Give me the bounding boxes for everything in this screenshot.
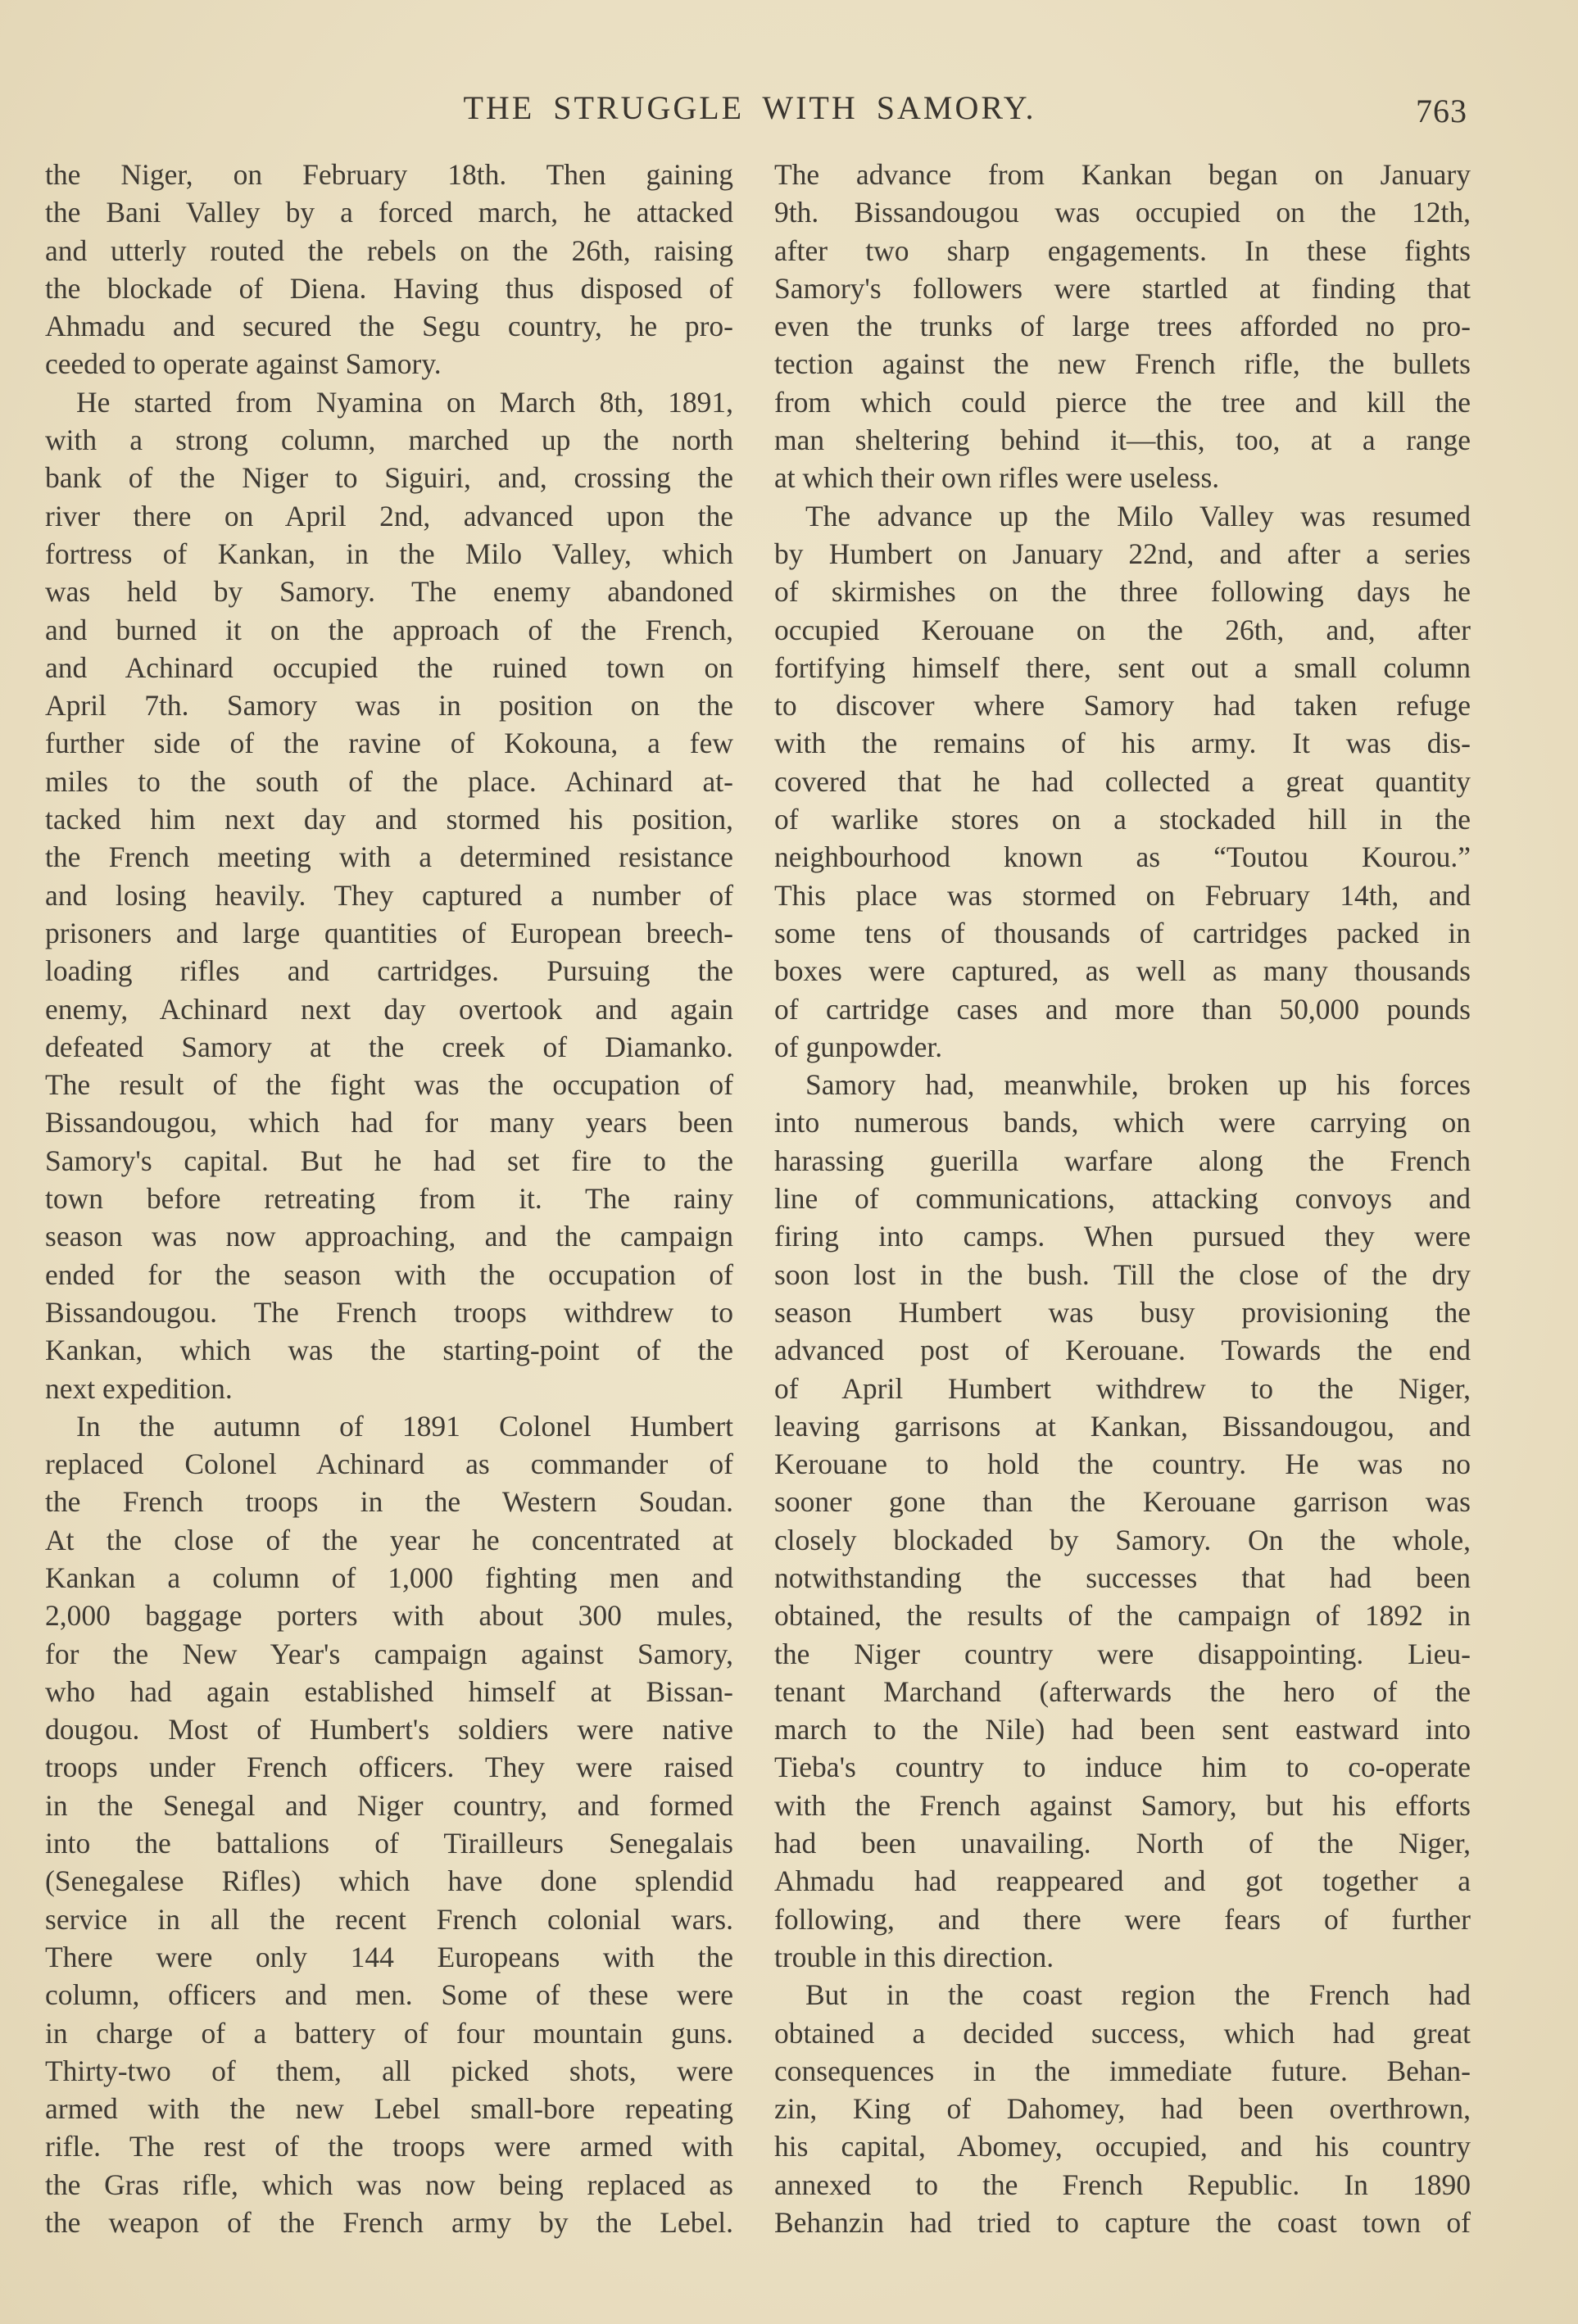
text-line: Kankan, which was the starting-point of the [45,1334,733,1367]
text-line: the Niger country were disappointing. Lieu- [774,1637,1471,1670]
text-line: ended for the season with the occupation of [45,1257,733,1291]
paragraph [774,1066,1471,1976]
text-line: who had again established himself at Bissan- [45,1674,733,1708]
text-line: consequences in the immediate future. Behan- [774,2054,1471,2087]
text-line: soon lost in the bush. Till the close of the dry [774,1257,1471,1291]
text-line: to discover where Samory had taken refuge [774,689,1471,723]
text-line: next expedition. [45,1371,233,1405]
text-line: prisoners and large quantities of European breech- [45,916,733,949]
text-line: from which could pierce the tree and kill the [774,385,1471,419]
text-line: April 7th. Samory was in position on the [45,689,733,723]
text-line: closely blockaded by Samory. On the whole, [774,1523,1471,1556]
text-line: his capital, Abomey, occupied, and his country [774,2130,1471,2163]
text-line: town before retreating from it. The rainy [45,1182,733,1216]
text-line: Bissandougou, which had for many years been [45,1106,733,1139]
text-line: Samory's followers were startled at finding that [774,271,1471,305]
text-line: fortifying himself there, sent out a small column [774,650,1471,684]
text-line: following, and there were fears of further [774,1902,1471,1936]
text-line: troops under French officers. They were raised [45,1751,733,1784]
text-line: obtained, the results of the campaign of 1892 in [774,1599,1471,1633]
text-line: covered that he had collected a great quantity [774,764,1471,798]
text-line: The advance up the Milo Valley was resumed [805,499,1471,532]
text-line: (Senegalese Rifles) which have done splendid [45,1864,733,1898]
text-line: trouble in this direction. [774,1940,1054,1973]
text-line: Ahmadu and secured the Segu country, he pro- [45,310,733,343]
text-line: At the close of the year he concentrated at [45,1523,733,1556]
text-line: leaving garrisons at Kankan, Bissandougou, and [774,1409,1471,1443]
text-line: The result of the fight was the occupation of [45,1068,733,1102]
text-line: rifle. The rest of the troops were armed with [45,2130,733,2163]
text-line: of skirmishes on the three following days he [774,575,1471,609]
left-text-column [45,156,733,2241]
text-line: and utterly routed the rebels on the 26th, raising [45,233,733,267]
text-line: This place was stormed on February 14th, and [774,878,1471,912]
text-line: and burned it on the approach of the French, [45,613,733,646]
text-line: zin, King of Dahomey, had been overthrown, [774,2092,1471,2126]
paragraph [774,497,1471,1066]
text-line: the blockade of Diena. Having thus disposed of [45,271,733,305]
paragraph [774,156,1471,497]
text-line: man sheltering behind it—this, too, at a range [774,424,1471,457]
text-line: armed with the new Lebel small-bore repeating [45,2092,733,2126]
text-line: neighbourhood known as “Toutou Kourou.” [774,840,1471,874]
text-line: service in all the recent French colonial wars. [45,1902,733,1936]
text-line: was held by Samory. The enemy abandoned [45,575,733,609]
paragraph [45,156,733,383]
text-line: 9th. Bissandougou was occupied on the 12th, [774,196,1471,229]
text-line: ceeded to operate against Samory. [45,347,442,381]
paragraph [45,1407,733,2242]
text-line: of warlike stores on a stockaded hill in the [774,803,1471,836]
text-line: column, officers and men. Some of these were [45,1978,733,2012]
text-line: enemy, Achinard next day overtook and again [45,992,733,1026]
text-line: Thirty-two of them, all picked shots, were [45,2054,733,2087]
text-line: river there on April 2nd, advanced upon the [45,499,733,532]
text-line: bank of the Niger to Siguiri, and, crossing the [45,461,733,495]
text-line: the Gras rifle, which was now being replaced as [45,2168,733,2201]
text-line: There were only 144 Europeans with the [45,1940,733,1973]
text-line: in the Senegal and Niger country, and formed [45,1788,733,1822]
text-line: the Bani Valley by a forced march, he attacked [45,196,733,229]
text-line: into the battalions of Tirailleurs Senegalais [45,1827,733,1860]
text-line: advanced post of Kerouane. Towards the end [774,1334,1471,1367]
text-line: the Niger, on February 18th. Then gaining [45,158,733,191]
text-line: Behanzin had tried to capture the coast town of [774,2206,1471,2240]
text-line: with a strong column, marched up the north [45,424,733,457]
text-line: harassing guerilla warfare along the French [774,1144,1471,1177]
text-line: line of communications, attacking convoys and [774,1182,1471,1216]
text-line: of April Humbert withdrew to the Niger, [774,1371,1471,1405]
text-line: miles to the south of the place. Achinard at- [45,764,733,798]
text-line: loading rifles and cartridges. Pursuing the [45,954,733,988]
text-line: firing into camps. When pursued they were [774,1220,1471,1253]
text-line: with the French against Samory, but his efforts [774,1788,1471,1822]
running-title: THE STRUGGLE WITH SAMORY. [463,89,1036,126]
text-line: Bissandougou. The French troops withdrew to [45,1295,733,1329]
text-line: tection against the new French rifle, the bullets [774,347,1471,381]
text-line: dougou. Most of Humbert's soldiers were native [45,1713,733,1746]
text-line: tacked him next day and stormed his position, [45,803,733,836]
text-line: further side of the ravine of Kokouna, a few [45,727,733,760]
text-line: at which their own rifles were useless. [774,461,1220,495]
text-line: season was now approaching, and the campaign [45,1220,733,1253]
text-line: Samory had, meanwhile, broken up his forces [805,1068,1471,1102]
text-line: But in the coast region the French had [805,1978,1471,2012]
text-line: by Humbert on January 22nd, and after a series [774,537,1471,570]
text-line: with the remains of his army. It was dis- [774,727,1471,760]
text-line: replaced Colonel Achinard as commander of [45,1447,733,1481]
text-line: Tieba's country to induce him to co-operate [774,1751,1471,1784]
text-line: He started from Nyamina on March 8th, 1891, [76,385,733,419]
text-line: the French troops in the Western Soudan. [45,1485,733,1519]
text-line: defeated Samory at the creek of Diamanko. [45,1030,733,1063]
right-text-column [774,156,1471,2241]
text-line: the weapon of the French army by the Lebel. [45,2206,733,2240]
text-line: obtained a decided success, which had great [774,2016,1471,2050]
text-line: In the autumn of 1891 Colonel Humbert [76,1409,733,1443]
text-line: of cartridge cases and more than 50,000 pounds [774,992,1471,1026]
text-line: tenant Marchand (afterwards the hero of the [774,1674,1471,1708]
text-line: 2,000 baggage porters with about 300 mules, [45,1599,733,1633]
text-line: The advance from Kankan began on January [774,158,1471,191]
text-line: boxes were captured, as well as many thousands [774,954,1471,988]
text-line: of gunpowder. [774,1030,943,1063]
text-line: the French meeting with a determined resistance [45,840,733,874]
text-line: occupied Kerouane on the 26th, and, after [774,613,1471,646]
paragraph [774,1976,1471,2241]
text-line: had been unavailing. North of the Niger, [774,1827,1471,1860]
page-number: 763 [1416,93,1467,129]
text-line: Ahmadu had reappeared and got together a [774,1864,1471,1898]
text-line: annexed to the French Republic. In 1890 [774,2168,1471,2201]
text-line: sooner gone than the Kerouane garrison was [774,1485,1471,1519]
text-line: and Achinard occupied the ruined town on [45,650,733,684]
text-line: march to the Nile) had been sent eastward into [774,1713,1471,1746]
paragraph [45,383,733,1407]
text-line: even the trunks of large trees afforded no pro- [774,310,1471,343]
text-line: after two sharp engagements. In these fights [774,233,1471,267]
text-line: notwithstanding the successes that had been [774,1561,1471,1594]
text-line: into numerous bands, which were carrying on [774,1106,1471,1139]
text-line: some tens of thousands of cartridges packed in [774,916,1471,949]
text-line: season Humbert was busy provisioning the [774,1295,1471,1329]
text-line: fortress of Kankan, in the Milo Valley, which [45,537,733,570]
text-line: Kankan a column of 1,000 fighting men and [45,1561,733,1594]
text-line: in charge of a battery of four mountain guns. [45,2016,733,2050]
text-line: Kerouane to hold the country. He was no [774,1447,1471,1481]
text-line: for the New Year's campaign against Samory, [45,1637,733,1670]
text-line: Samory's capital. But he had set fire to the [45,1144,733,1177]
text-line: and losing heavily. They captured a number of [45,878,733,912]
